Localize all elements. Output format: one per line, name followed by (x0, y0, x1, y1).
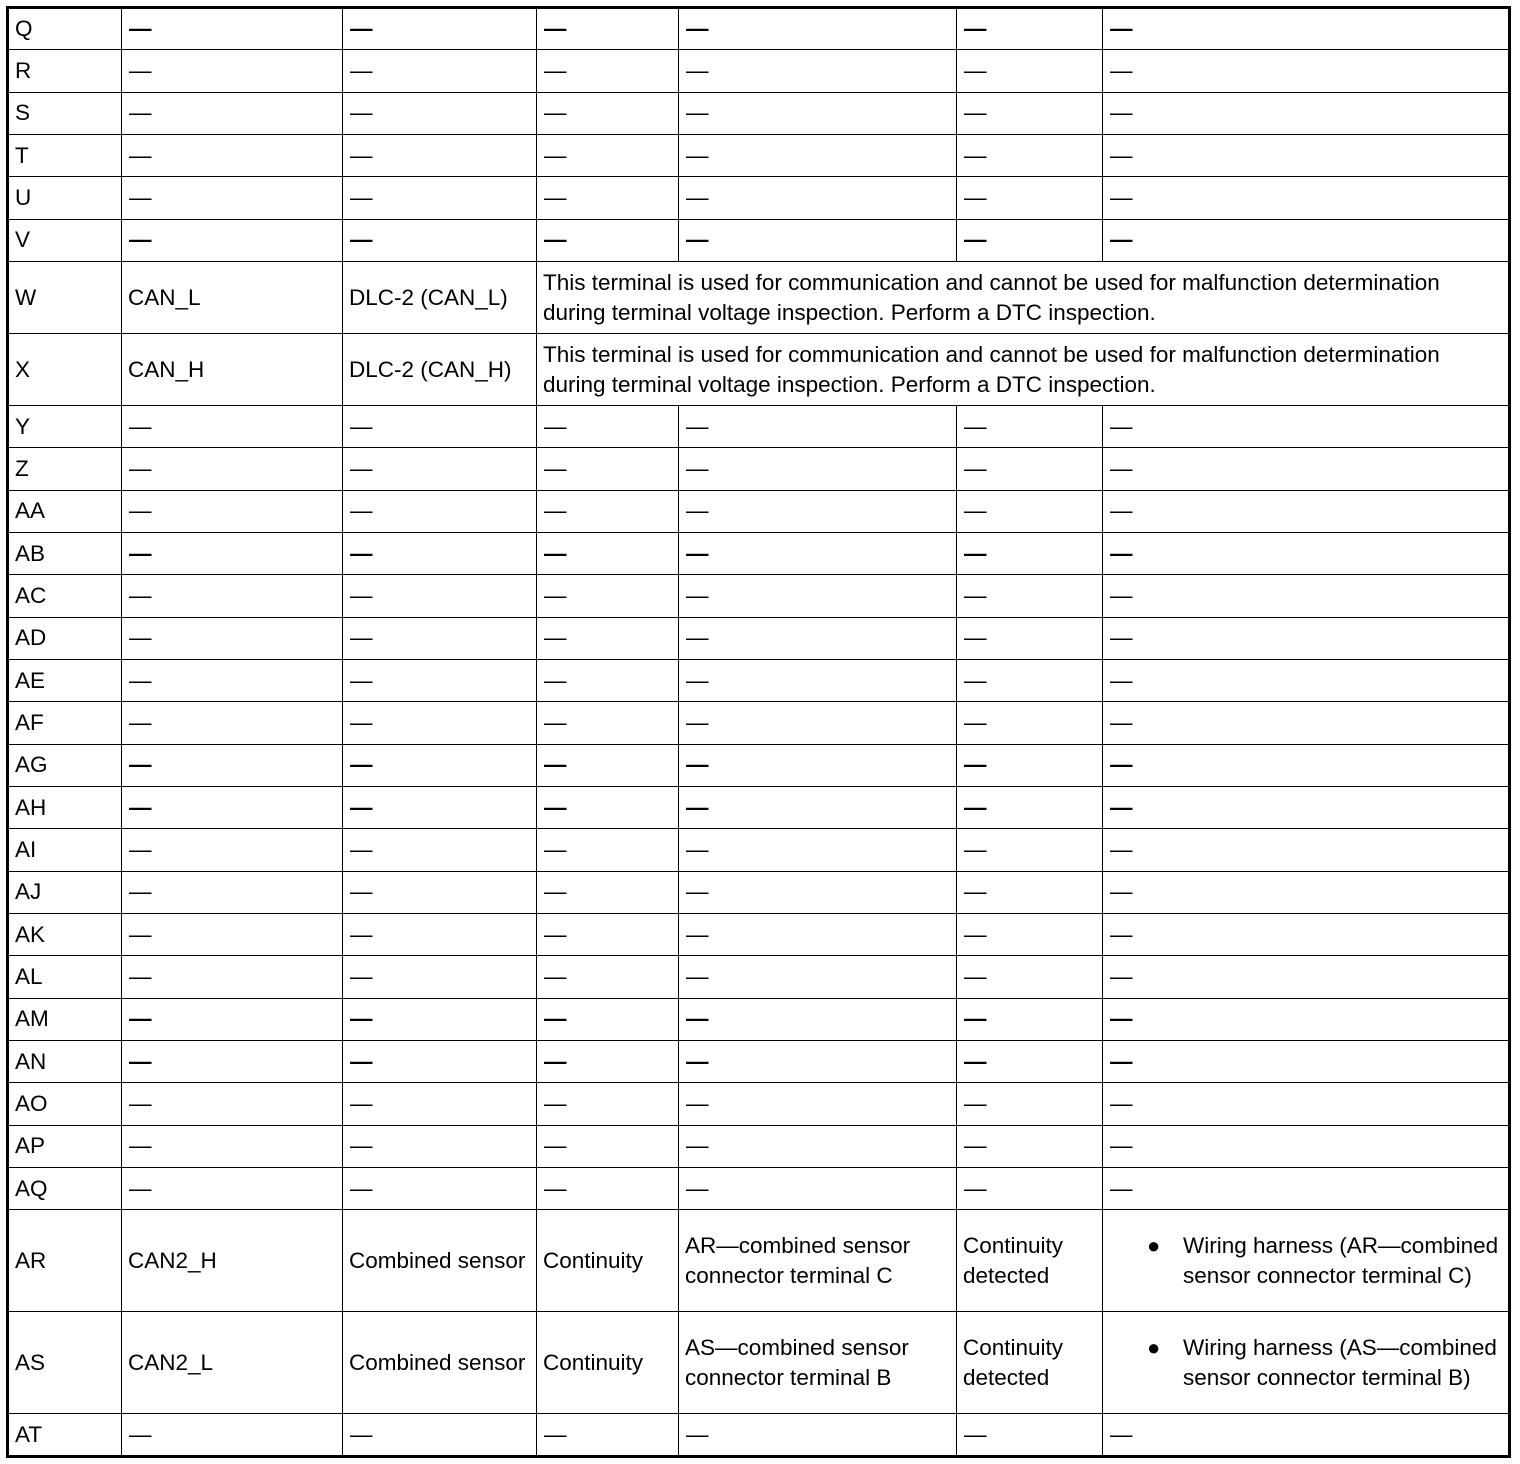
table-body (8, 8, 1510, 1457)
condition-cell: — (679, 787, 957, 829)
standard-cell: — (957, 406, 1103, 448)
condition-cell: — (679, 448, 957, 490)
standard-cell: — (957, 92, 1103, 134)
table-row (8, 1041, 1510, 1083)
inspection-list-item (1147, 1333, 1503, 1393)
signal-cell: — (122, 177, 343, 219)
connected-to-cell: — (343, 744, 537, 786)
inspection-item-cell: — (1103, 1041, 1510, 1083)
signal-cell: — (122, 219, 343, 261)
inspection-item-cell: — (1103, 871, 1510, 913)
condition-cell: — (679, 177, 957, 219)
standard-cell: — (957, 1125, 1103, 1167)
condition-cell: — (679, 219, 957, 261)
table-row (8, 871, 1510, 913)
inspection-item-cell: — (1103, 575, 1510, 617)
test-item-cell: — (537, 1041, 679, 1083)
terminal-cell: AS (8, 1312, 122, 1414)
standard-cell: — (957, 744, 1103, 786)
signal-cell: CAN_H (122, 334, 343, 406)
standard-cell: — (957, 829, 1103, 871)
standard-cell: — (957, 1414, 1103, 1457)
connected-to-cell: DLC-2 (CAN_H) (343, 334, 537, 406)
connected-to-cell: — (343, 50, 537, 92)
signal-cell: — (122, 8, 343, 50)
connected-to-cell: — (343, 1414, 537, 1457)
connected-to-cell: — (343, 1041, 537, 1083)
test-item-cell: — (537, 50, 679, 92)
connected-to-cell: — (343, 448, 537, 490)
signal-cell: — (122, 660, 343, 702)
signal-cell: — (122, 575, 343, 617)
table-row (8, 914, 1510, 956)
terminal-cell: AI (8, 829, 122, 871)
terminal-cell: AM (8, 998, 122, 1040)
standard-cell: — (957, 660, 1103, 702)
inspection-item-cell: — (1103, 533, 1510, 575)
condition-cell: — (679, 134, 957, 176)
terminal-cell: Q (8, 8, 122, 50)
connected-to-cell: — (343, 134, 537, 176)
condition-cell: — (679, 871, 957, 913)
signal-cell: — (122, 1168, 343, 1210)
condition-cell: — (679, 914, 957, 956)
inspection-item-cell: — (1103, 219, 1510, 261)
table-row (8, 1083, 1510, 1125)
inspection-item-cell: — (1103, 92, 1510, 134)
table-row (8, 998, 1510, 1040)
inspection-item-cell: — (1103, 702, 1510, 744)
test-item-cell: — (537, 660, 679, 702)
test-item-cell: — (537, 1125, 679, 1167)
terminal-cell: R (8, 50, 122, 92)
connected-to-cell: — (343, 914, 537, 956)
standard-cell: — (957, 1083, 1103, 1125)
test-item-cell: — (537, 490, 679, 532)
inspection-item-cell: — (1103, 744, 1510, 786)
terminal-cell: AR (8, 1210, 122, 1312)
terminal-cell: X (8, 334, 122, 406)
signal-cell: — (122, 744, 343, 786)
standard-cell: — (957, 787, 1103, 829)
terminal-cell: AE (8, 660, 122, 702)
inspection-item-cell: — (1103, 956, 1510, 998)
standard-cell: — (957, 177, 1103, 219)
table-row (8, 490, 1510, 532)
terminal-cell: AP (8, 1125, 122, 1167)
connected-to-cell: — (343, 1083, 537, 1125)
terminal-cell: Y (8, 406, 122, 448)
inspection-item-cell: — (1103, 617, 1510, 659)
terminal-cell: AF (8, 702, 122, 744)
signal-cell: — (122, 998, 343, 1040)
connected-to-cell: — (343, 575, 537, 617)
connected-to-cell: — (343, 871, 537, 913)
test-item-cell: Continuity (537, 1210, 679, 1312)
condition-cell: AR—combined sensor connector terminal C (679, 1210, 957, 1312)
signal-cell: — (122, 829, 343, 871)
standard-cell: — (957, 490, 1103, 532)
signal-cell: CAN2_H (122, 1210, 343, 1312)
inspection-item-cell: — (1103, 914, 1510, 956)
inspection-item-cell: — (1103, 177, 1510, 219)
terminal-cell: AB (8, 533, 122, 575)
table-row (8, 1210, 1510, 1312)
connected-to-cell: — (343, 8, 537, 50)
inspection-item-cell: — (1103, 1083, 1510, 1125)
standard-cell: — (957, 575, 1103, 617)
connected-to-cell: — (343, 702, 537, 744)
inspection-item-cell: — (1103, 1414, 1510, 1457)
condition-cell: — (679, 533, 957, 575)
table-row (8, 1312, 1510, 1414)
terminal-cell: W (8, 261, 122, 333)
connected-to-cell: — (343, 533, 537, 575)
condition-cell: — (679, 829, 957, 871)
note-cell: This terminal is used for communication and cannot be used for malfunction determination during terminal voltage inspection. Perform a DTC inspection. (537, 261, 1510, 333)
signal-cell: — (122, 92, 343, 134)
test-item-cell: — (537, 1083, 679, 1125)
condition-cell: — (679, 1083, 957, 1125)
test-item-cell: — (537, 829, 679, 871)
inspection-item-cell: — (1103, 490, 1510, 532)
signal-cell: — (122, 914, 343, 956)
condition-cell: — (679, 702, 957, 744)
table-row (8, 660, 1510, 702)
inspection-item-cell: — (1103, 448, 1510, 490)
condition-cell: — (679, 490, 957, 532)
connected-to-cell: — (343, 219, 537, 261)
standard-cell: — (957, 914, 1103, 956)
table-row (8, 261, 1510, 333)
connected-to-cell: — (343, 660, 537, 702)
connected-to-cell: — (343, 490, 537, 532)
standard-cell: — (957, 50, 1103, 92)
standard-cell: — (957, 871, 1103, 913)
signal-cell: — (122, 1083, 343, 1125)
test-item-cell: — (537, 406, 679, 448)
connected-to-cell: — (343, 956, 537, 998)
terminal-cell: AL (8, 956, 122, 998)
terminal-cell: V (8, 219, 122, 261)
inspection-item-text: Wiring harness (AR—combined sensor connector terminal C) (1183, 1232, 1499, 1288)
condition-cell: — (679, 956, 957, 998)
condition-cell: — (679, 1414, 957, 1457)
test-item-cell: — (537, 92, 679, 134)
standard-cell: — (957, 702, 1103, 744)
terminal-cell: U (8, 177, 122, 219)
table-row (8, 406, 1510, 448)
connected-to-cell: — (343, 406, 537, 448)
signal-cell: — (122, 1414, 343, 1457)
inspection-item-cell: — (1103, 134, 1510, 176)
terminal-cell: T (8, 134, 122, 176)
condition-cell: — (679, 406, 957, 448)
condition-cell: — (679, 744, 957, 786)
test-item-cell: — (537, 914, 679, 956)
inspection-item-cell: — (1103, 1168, 1510, 1210)
connected-to-cell: — (343, 787, 537, 829)
standard-cell: — (957, 533, 1103, 575)
test-item-cell: — (537, 998, 679, 1040)
table-row (8, 787, 1510, 829)
standard-cell: — (957, 448, 1103, 490)
test-item-cell: — (537, 702, 679, 744)
standard-cell: Continuity detected (957, 1210, 1103, 1312)
table-row (8, 219, 1510, 261)
terminal-cell: Z (8, 448, 122, 490)
test-item-cell: — (537, 448, 679, 490)
test-item-cell: — (537, 1168, 679, 1210)
signal-cell: — (122, 490, 343, 532)
inspection-item-cell (1103, 1312, 1510, 1414)
condition-cell: — (679, 575, 957, 617)
bullet-icon: ● (1147, 1232, 1161, 1258)
test-item-cell: — (537, 787, 679, 829)
test-item-cell: — (537, 617, 679, 659)
table-row (8, 533, 1510, 575)
signal-cell: — (122, 617, 343, 659)
test-item-cell: — (537, 134, 679, 176)
terminal-cell: AG (8, 744, 122, 786)
table-row (8, 177, 1510, 219)
connected-to-cell: — (343, 1168, 537, 1210)
note-cell: This terminal is used for communication and cannot be used for malfunction determination during terminal voltage inspection. Perform a DTC inspection. (537, 334, 1510, 406)
standard-cell: — (957, 1041, 1103, 1083)
test-item-cell: — (537, 8, 679, 50)
test-item-cell: — (537, 219, 679, 261)
test-item-cell: — (537, 744, 679, 786)
table-row (8, 448, 1510, 490)
inspection-item-cell: — (1103, 406, 1510, 448)
test-item-cell: Continuity (537, 1312, 679, 1414)
table-row (8, 1168, 1510, 1210)
standard-cell: — (957, 219, 1103, 261)
signal-cell: — (122, 787, 343, 829)
terminal-cell: AK (8, 914, 122, 956)
terminal-cell: AJ (8, 871, 122, 913)
signal-cell: — (122, 50, 343, 92)
table-row (8, 617, 1510, 659)
inspection-item-cell: — (1103, 660, 1510, 702)
table-row (8, 956, 1510, 998)
inspection-item-cell: — (1103, 829, 1510, 871)
standard-cell: — (957, 956, 1103, 998)
signal-cell: CAN2_L (122, 1312, 343, 1414)
signal-cell: — (122, 406, 343, 448)
table-row (8, 92, 1510, 134)
standard-cell: — (957, 8, 1103, 50)
standard-cell: — (957, 617, 1103, 659)
terminal-cell: AC (8, 575, 122, 617)
connected-to-cell: — (343, 92, 537, 134)
test-item-cell: — (537, 575, 679, 617)
standard-cell: — (957, 134, 1103, 176)
inspection-item-cell: — (1103, 787, 1510, 829)
table-row (8, 8, 1510, 50)
condition-cell: — (679, 8, 957, 50)
signal-cell: — (122, 1041, 343, 1083)
test-item-cell: — (537, 871, 679, 913)
signal-cell: — (122, 134, 343, 176)
standard-cell: — (957, 1168, 1103, 1210)
terminal-cell: AT (8, 1414, 122, 1457)
terminal-inspection-table (6, 6, 1511, 1458)
condition-cell: — (679, 92, 957, 134)
table-row (8, 50, 1510, 92)
terminal-cell: AO (8, 1083, 122, 1125)
inspection-item-cell: — (1103, 1125, 1510, 1167)
standard-cell: Continuity detected (957, 1312, 1103, 1414)
test-item-cell: — (537, 533, 679, 575)
inspection-item-cell: — (1103, 50, 1510, 92)
test-item-cell: — (537, 1414, 679, 1457)
connected-to-cell: — (343, 617, 537, 659)
condition-cell: — (679, 50, 957, 92)
condition-cell: — (679, 1041, 957, 1083)
table-row (8, 1414, 1510, 1457)
connected-to-cell: — (343, 177, 537, 219)
table-row (8, 829, 1510, 871)
table-row (8, 702, 1510, 744)
connected-to-cell: DLC-2 (CAN_L) (343, 261, 537, 333)
signal-cell: — (122, 1125, 343, 1167)
condition-cell: — (679, 998, 957, 1040)
terminal-cell: AH (8, 787, 122, 829)
condition-cell: — (679, 1125, 957, 1167)
table-row (8, 744, 1510, 786)
terminal-cell: AN (8, 1041, 122, 1083)
test-item-cell: — (537, 956, 679, 998)
signal-cell: — (122, 702, 343, 744)
signal-cell: — (122, 448, 343, 490)
table-row (8, 334, 1510, 406)
table-row (8, 575, 1510, 617)
inspection-item-cell (1103, 1210, 1510, 1312)
condition-cell: — (679, 617, 957, 659)
inspection-item-cell: — (1103, 998, 1510, 1040)
terminal-cell: S (8, 92, 122, 134)
terminal-cell: AQ (8, 1168, 122, 1210)
inspection-item-cell: — (1103, 8, 1510, 50)
terminal-cell: AA (8, 490, 122, 532)
table-row (8, 134, 1510, 176)
signal-cell: — (122, 956, 343, 998)
bullet-icon: ● (1147, 1334, 1161, 1360)
condition-cell: AS—combined sensor connector terminal B (679, 1312, 957, 1414)
test-item-cell: — (537, 177, 679, 219)
connected-to-cell: — (343, 998, 537, 1040)
condition-cell: — (679, 660, 957, 702)
connected-to-cell: Combined sensor (343, 1210, 537, 1312)
connected-to-cell: — (343, 1125, 537, 1167)
terminal-cell: AD (8, 617, 122, 659)
signal-cell: — (122, 871, 343, 913)
inspection-list-item (1147, 1231, 1503, 1291)
signal-cell: — (122, 533, 343, 575)
connected-to-cell: — (343, 829, 537, 871)
signal-cell: CAN_L (122, 261, 343, 333)
inspection-item-text: Wiring harness (AS—combined sensor connector terminal B) (1183, 1334, 1497, 1390)
condition-cell: — (679, 1168, 957, 1210)
standard-cell: — (957, 998, 1103, 1040)
connected-to-cell: Combined sensor (343, 1312, 537, 1414)
table-row (8, 1125, 1510, 1167)
